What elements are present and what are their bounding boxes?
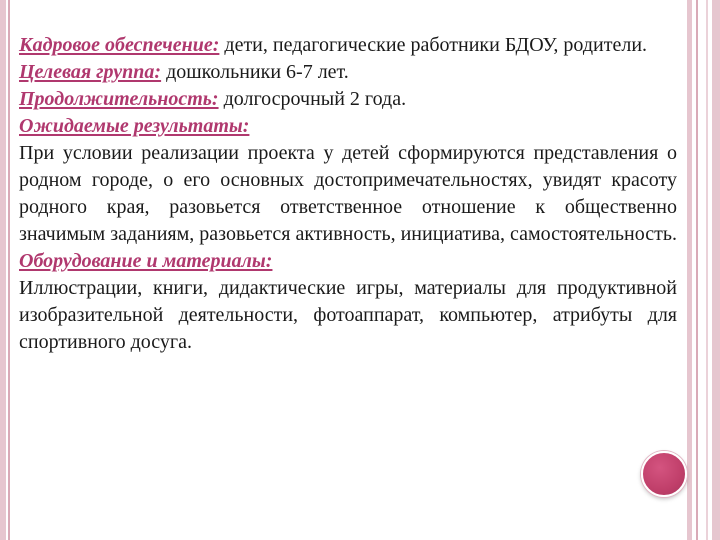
- right-edge-stripe: [712, 0, 720, 540]
- target-group-text: дошкольники 6-7 лет.: [161, 61, 349, 83]
- target-group-paragraph: [19, 59, 677, 86]
- staffing-paragraph: [19, 32, 677, 59]
- expected-results-text: При условии реализации проекта у детей сформируются представления о родном городе, о его основных достопримечательностях, увидят красоту родного края, разовьется ответственное отношение к общественно значимым заданиям, разовьется активность, инициатива, самостоятельность.: [19, 142, 677, 245]
- duration-label: Продолжительность:: [19, 88, 219, 110]
- slide-content: [19, 32, 677, 356]
- duration-text: долгосрочный 2 года.: [218, 88, 407, 110]
- equipment-paragraph: [19, 275, 677, 356]
- expected-results-paragraph: [19, 140, 677, 248]
- expected-results-heading-paragraph: [19, 113, 677, 140]
- left-border-line: [8, 0, 10, 540]
- equipment-label: Оборудование и материалы:: [19, 250, 273, 272]
- right-border-line: [696, 0, 698, 540]
- right-border-line-thin: [706, 0, 708, 540]
- equipment-text: Иллюстрации, книги, дидактические игры, материалы для продуктивной изобразительной деятельности, фотоаппарат, компьютер, атрибуты для спортивного досуга.: [19, 277, 677, 353]
- right-border-stripe: [687, 0, 692, 540]
- duration-paragraph: [19, 86, 677, 113]
- left-border-stripe: [0, 0, 6, 540]
- staffing-label: Кадровое обеспечение:: [19, 34, 220, 56]
- staffing-text: дети, педагогические работники БДОУ, родители.: [219, 34, 648, 56]
- equipment-heading-paragraph: [19, 248, 677, 275]
- decorative-circle-button: [641, 451, 687, 497]
- target-group-label: Целевая группа:: [19, 61, 162, 83]
- expected-results-label: Ожидаемые результаты:: [19, 115, 250, 137]
